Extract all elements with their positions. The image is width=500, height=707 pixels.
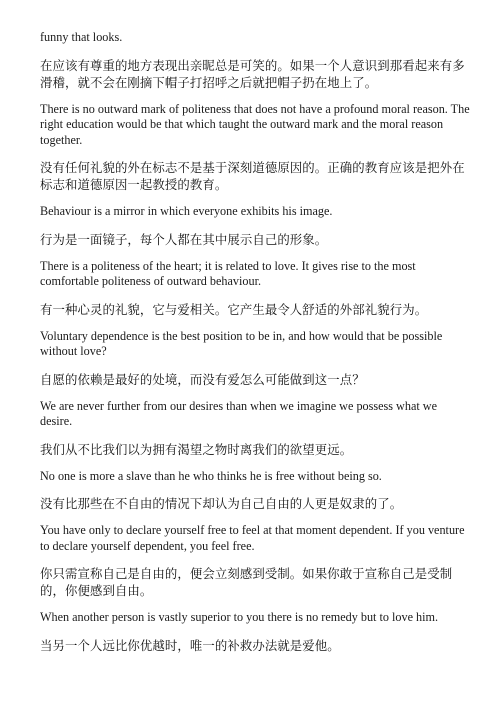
paragraph-english: You have only to declare yourself free to feel at that moment dependent. If you venture to declare yourself dependent, you feel free.: [40, 523, 465, 553]
paragraph-english: There is a politeness of the heart; it is related to love. It gives rise to the most comfortable politeness of outward behaviour.: [40, 258, 416, 288]
paragraph-chinese: 有一种心灵的礼貌，它与爱相关。它产生最令人舒适的外部礼貌行为。: [40, 301, 428, 317]
document-page: [40, 30, 470, 665]
paragraph-english: We are never further from our desires than when we imagine we possess what we desire.: [40, 398, 438, 428]
paragraph-english: Behaviour is a mirror in which everyone exhibits his image.: [40, 204, 333, 218]
paragraph-english: No one is more a slave than he who thinks he is free without being so.: [40, 468, 382, 483]
paragraph-chinese: 你只需宣称自己是自由的，便会立刻感到受制。如果你敢于宣称自己是受制的，你便感到自由。: [40, 566, 453, 598]
paragraph-chinese: 我们从不比我们以为拥有渴望之物时离我们的欲望更远。: [40, 441, 353, 457]
paragraph-chinese: 行为是一面镜子，每个人都在其中展示自己的形象。: [40, 231, 328, 247]
paragraph-english: Voluntary dependence is the best position to be in, and how would that be possible without love?: [40, 328, 443, 358]
paragraph-english: funny that looks.: [40, 30, 123, 44]
paragraph-chinese: 当另一个人远比你优越时，唯一的补救办法就是爱他。: [40, 637, 340, 653]
paragraph-chinese: 没有比那些在不自由的情况下却认为自己自由的人更是奴隶的了。: [40, 496, 403, 511]
paragraph-chinese: 在应该有尊重的地方表现出亲昵总是可笑的。如果一个人意识到那看起来有多滑稽，就不会在刚摘下帽子打招呼之后就把帽子扔在地上了。: [40, 57, 465, 90]
paragraph-chinese: 自愿的依赖是最好的处境，而没有爱怎么可能做到这一点？: [40, 371, 365, 387]
paragraph-english: When another person is vastly superior to you there is no remedy but to love him.: [40, 610, 439, 624]
paragraph-chinese: 没有任何礼貌的外在标志不是基于深刻道德原因的。正确的教育应该是把外在标志和道德原因一起教授的教育。: [40, 160, 465, 192]
paragraph-english: There is no outward mark of politeness that does not have a profound moral reason. The right education would be that which taught the outward mark and the moral reason together.: [40, 101, 470, 147]
